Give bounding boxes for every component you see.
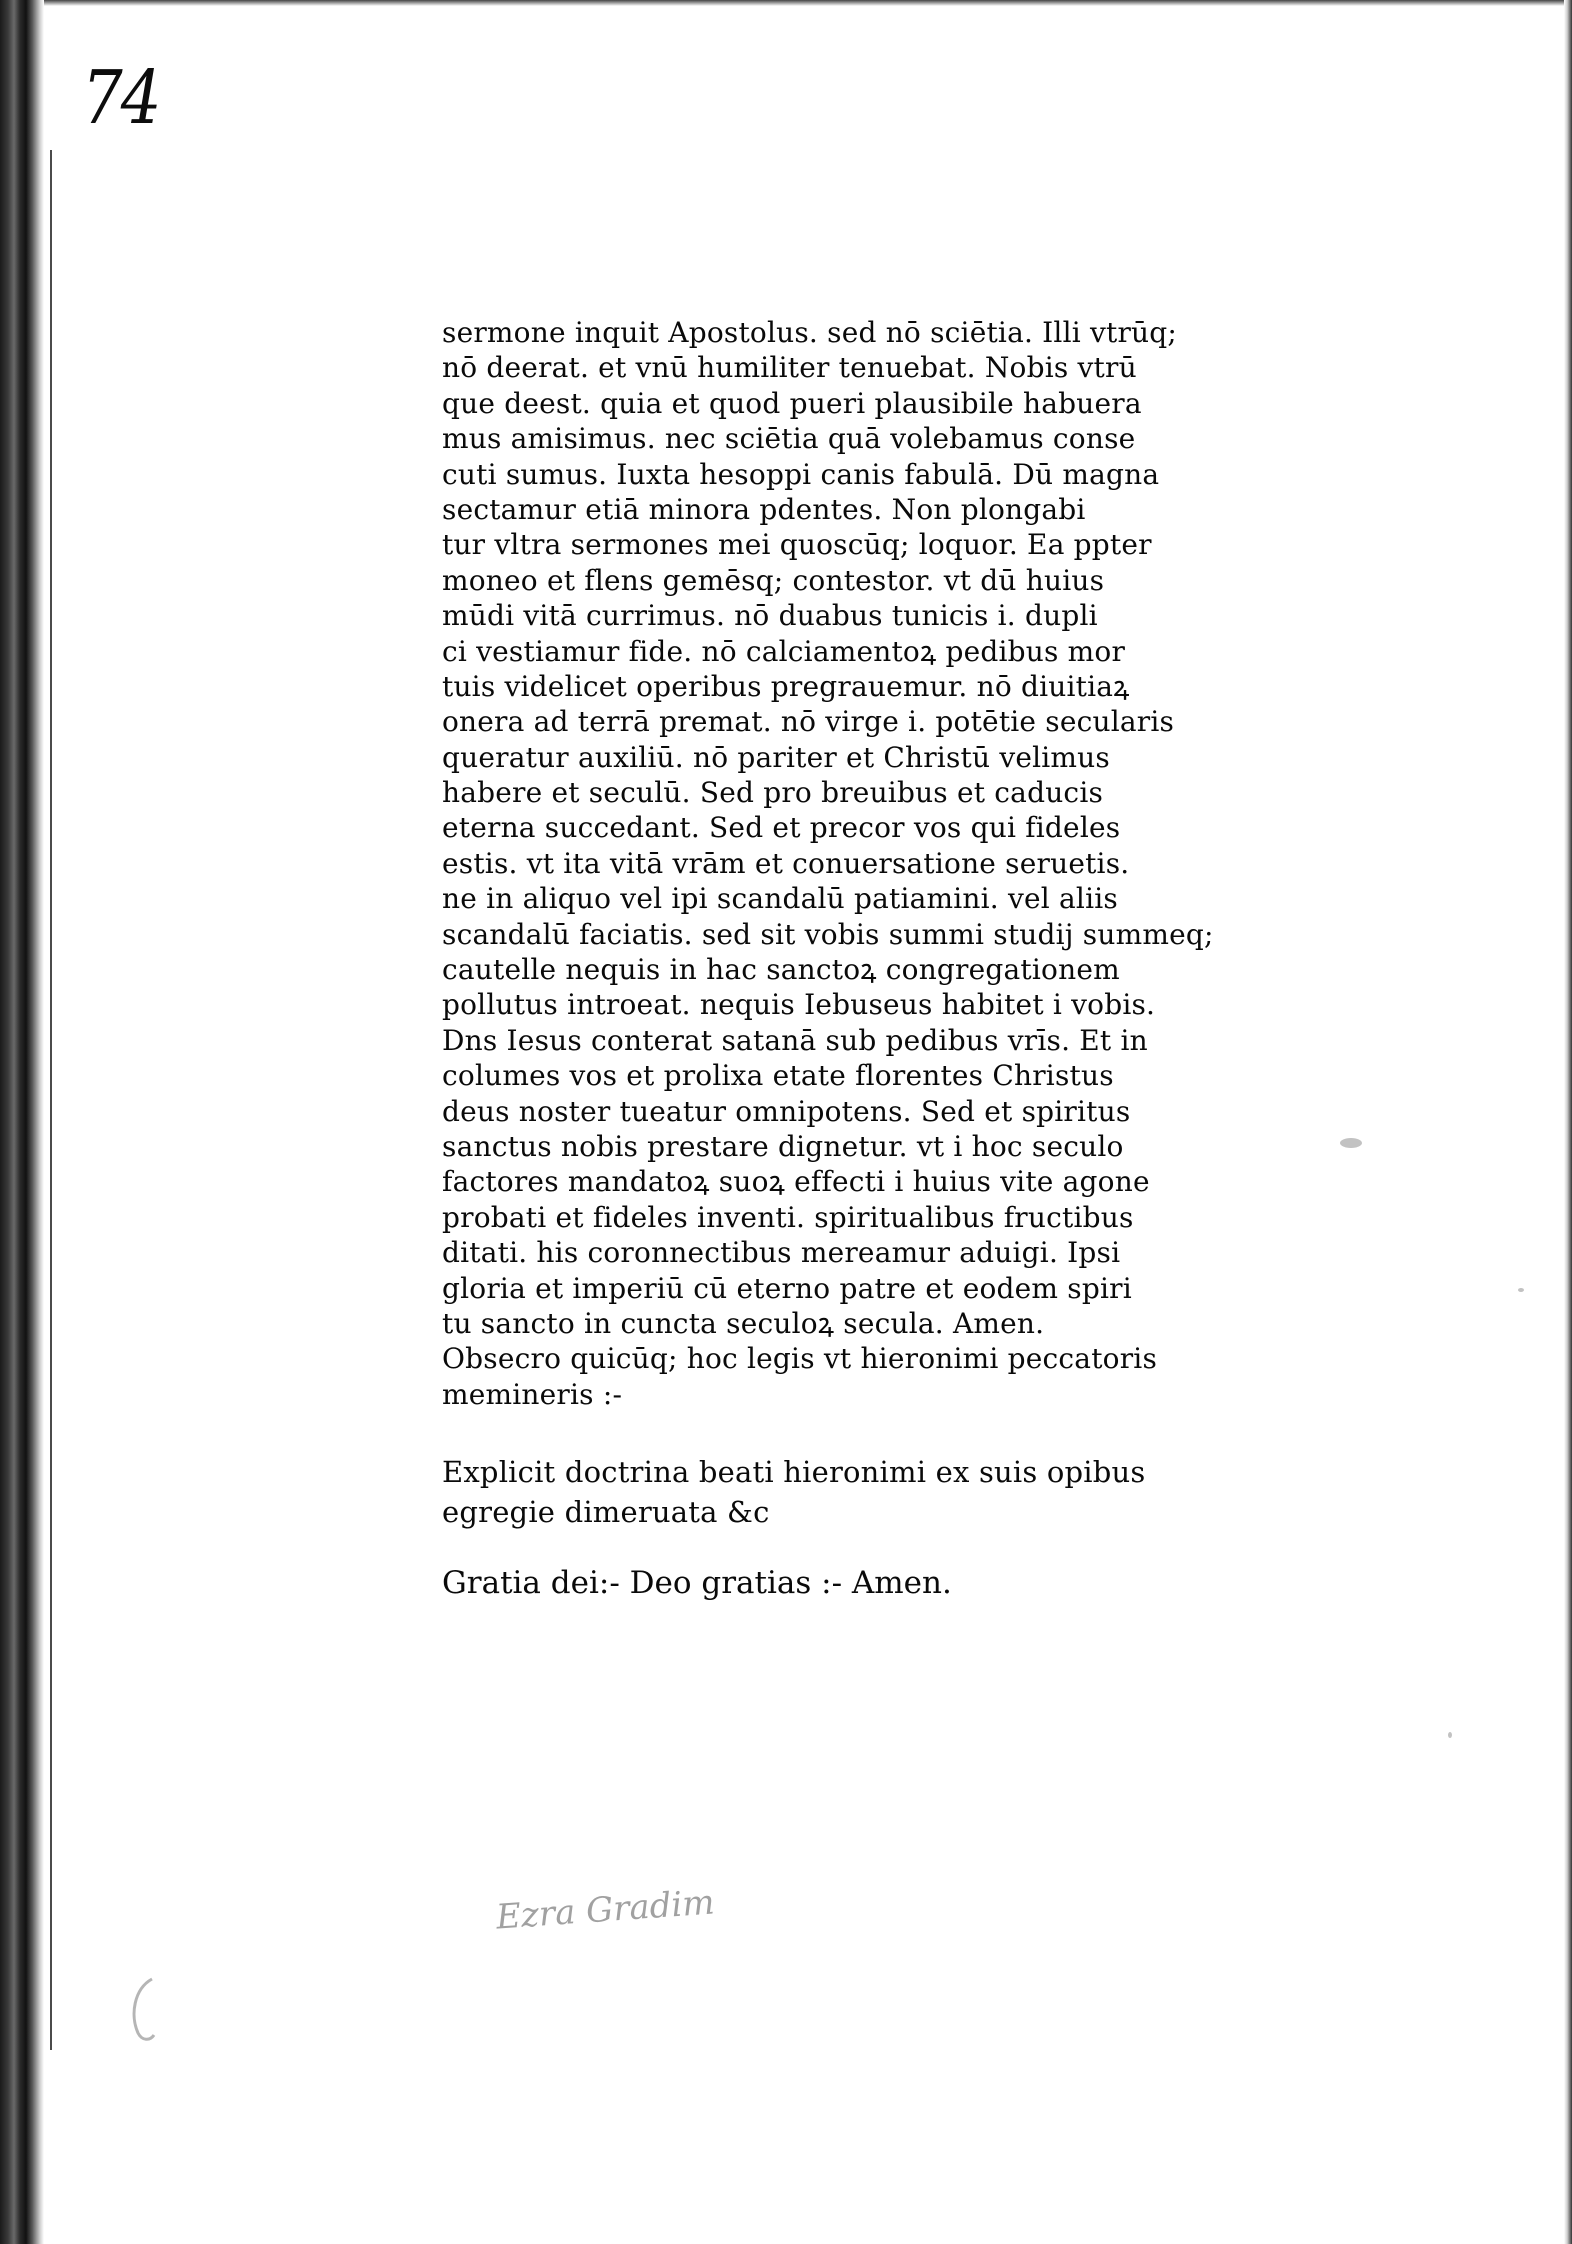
explicit-block	[442, 1452, 1362, 1532]
text-line: estis. vt ita vitā vrām et conuersatione seruetis.	[442, 846, 1130, 880]
text-line: Explicit doctrina beati hieronimi ex suis opibus	[442, 1455, 1146, 1489]
leaf-edge	[1564, 0, 1572, 2244]
text-line: habere et seculū. Sed pro breuibus et caducis	[442, 776, 1104, 810]
text-line: ci vestiamur fide. nō calciamentoꝝ pedibus mor	[442, 634, 1126, 668]
ink-smudge	[1340, 1138, 1362, 1148]
text-line: cuti sumus. Iuxta hesoppi canis fabulā. Dū magna	[442, 457, 1160, 491]
margin-mark	[124, 1975, 164, 2045]
text-line: ne in aliquo vel ipi scandalū patiamini. vel aliis	[442, 882, 1118, 916]
text-line: gloria et imperiū cū eterno patre et eodem spiri	[442, 1271, 1132, 1305]
binding-gutter	[0, 0, 44, 2244]
text-line: Obsecro quicūq; hoc legis vt hieronimi peccatoris	[442, 1342, 1158, 1376]
text-line: sectamur etiā minora pdentes. Non plongabi	[442, 492, 1086, 526]
text-line: probati et fideles inventi. spiritualibus fructibus	[442, 1200, 1134, 1234]
pencil-annotation: Ezra Gradim	[494, 1882, 716, 1938]
text-line: Dns Iesus conterat satanā sub pedibus vrīs. Et in	[442, 1023, 1148, 1057]
text-line: columes vos et prolixa etate florentes Christus	[442, 1059, 1114, 1093]
text-line: ditati. his coronnectibus mereamur aduigi. Ipsi	[442, 1236, 1121, 1270]
text-line: egregie dimeruata &c	[442, 1495, 770, 1529]
text-line: tu sancto in cuncta seculoꝝ secula. Amen.	[442, 1306, 1045, 1340]
text-line: queratur auxiliū. nō pariter et Christū velimus	[442, 740, 1110, 774]
text-line: memineris :-	[442, 1377, 623, 1411]
text-line: tuis videlicet operibus pregrauemur. nō diuitiaꝝ	[442, 669, 1130, 703]
text-line: deus noster tueatur omnipotens. Sed et spiritus	[442, 1094, 1131, 1128]
ink-smudge	[1448, 1732, 1452, 1738]
ink-smudge	[1518, 1288, 1524, 1292]
folio-number: 74	[82, 56, 160, 142]
text-line: factores mandatoꝝ suoꝝ effecti i huius vite agone	[442, 1165, 1150, 1199]
text-line: moneo et flens gemēsq; contestor. vt dū huius	[442, 563, 1105, 597]
text-line: mus amisimus. nec sciētia quā volebamus conse	[442, 422, 1136, 456]
main-text-block	[442, 315, 1362, 1412]
top-edge	[44, 0, 1564, 6]
text-line: nō deerat. et vnū humiliter tenuebat. Nobis vtrū	[442, 351, 1137, 385]
text-line: tur vltra sermones mei quoscūq; loquor. Ea ppter	[442, 528, 1152, 562]
closing-line: Gratia dei:- Deo gratias :- Amen.	[442, 1565, 952, 1601]
text-line: sermone inquit Apostolus. sed nō sciētia. Illi vtrūq;	[442, 316, 1178, 349]
gutter-rule	[50, 150, 52, 2050]
text-line: cautelle nequis in hac sanctoꝝ congregationem	[442, 953, 1120, 987]
text-line: onera ad terrā premat. nō virge i. potētie secularis	[442, 705, 1175, 739]
text-line: mūdi vitā currimus. nō duabus tunicis i. dupli	[442, 599, 1098, 633]
text-line: eterna succedant. Sed et precor vos qui fideles	[442, 811, 1121, 845]
text-line: scandalū faciatis. sed sit vobis summi studij summeq;	[442, 917, 1214, 951]
text-line: que deest. quia et quod pueri plausibile habuera	[442, 386, 1142, 420]
text-line: pollutus introeat. nequis Iebuseus habitet i vobis.	[442, 988, 1156, 1022]
text-line: sanctus nobis prestare dignetur. vt i hoc seculo	[442, 1129, 1124, 1163]
